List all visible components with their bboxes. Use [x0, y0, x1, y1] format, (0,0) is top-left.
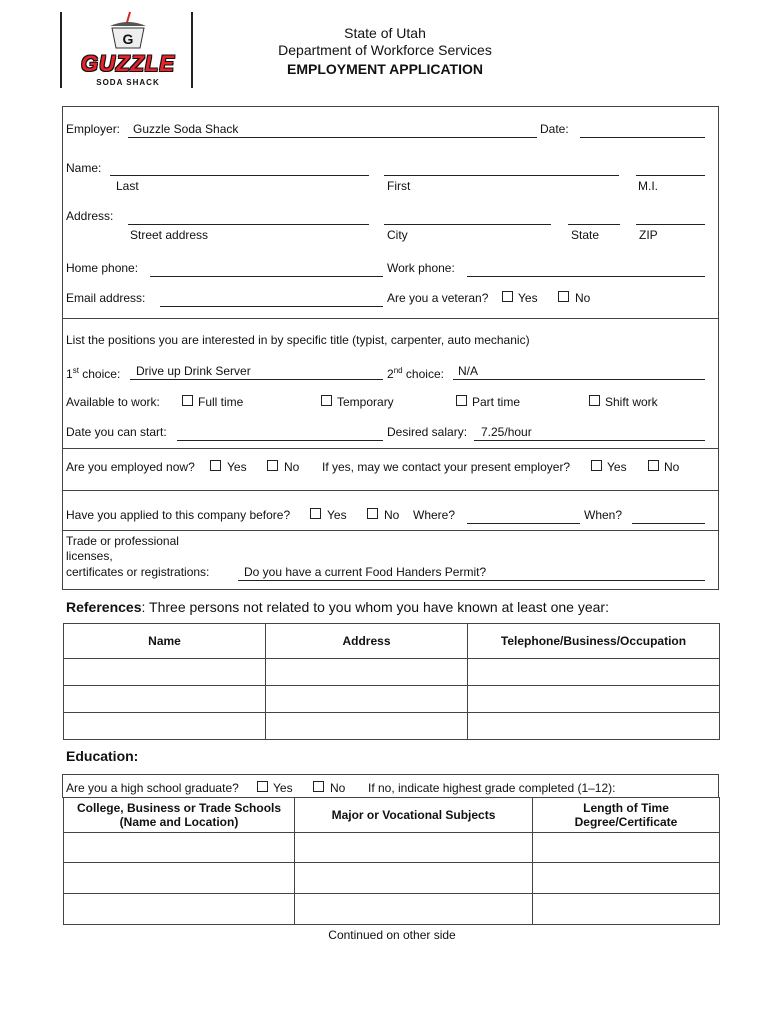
mi-field[interactable]: [636, 175, 705, 176]
logo: [60, 10, 195, 90]
zip-field[interactable]: [636, 224, 705, 225]
available-label: Available to work:: [66, 395, 160, 409]
soda-cup-icon: [100, 10, 156, 50]
edu-cell[interactable]: [295, 833, 533, 863]
ref-cell[interactable]: [468, 659, 720, 686]
state-field[interactable]: [568, 224, 620, 225]
ref-cell[interactable]: [266, 686, 468, 713]
footer-note: Continued on other side: [328, 928, 456, 942]
email-field[interactable]: [160, 306, 383, 307]
logo-brand: GUZZLE: [81, 51, 175, 76]
table-row: [64, 713, 720, 740]
first-choice-label: [66, 364, 120, 381]
table-row: [64, 659, 720, 686]
trade-label-2: licenses,: [66, 549, 113, 563]
hs-graduate-label: Are you a high school graduate?: [66, 781, 239, 795]
where-label: Where?: [413, 508, 456, 522]
ref-cell[interactable]: [64, 659, 266, 686]
full-time-label: Full time: [198, 395, 244, 409]
date-field[interactable]: [580, 137, 705, 138]
edu-cell[interactable]: [295, 863, 533, 894]
shift-work-checkbox[interactable]: [589, 395, 600, 406]
employer-line: [128, 137, 537, 138]
header-department: Department of Workforce Services: [278, 42, 492, 58]
when-label: When?: [584, 508, 623, 522]
edu-header-length-1: Length of Time: [583, 801, 669, 815]
where-field[interactable]: [467, 523, 580, 524]
logo-sub: SODA SHACK: [96, 78, 160, 87]
state-caption: State: [571, 228, 600, 242]
first-name-field[interactable]: [384, 175, 619, 176]
veteran-no-label: No: [575, 291, 591, 305]
applied-no-checkbox[interactable]: [367, 508, 378, 519]
address-label: Address:: [66, 209, 114, 223]
employed-yes-label: Yes: [227, 460, 247, 474]
employed-label: Are you employed now?: [66, 460, 195, 474]
work-phone-field[interactable]: [467, 276, 705, 277]
applied-no-label: No: [384, 508, 400, 522]
edu-header-school: [64, 798, 295, 833]
city-caption: City: [387, 228, 408, 242]
zip-caption: ZIP: [639, 228, 658, 242]
first-choice-text: choice:: [78, 367, 121, 381]
first-choice-field[interactable]: Drive up Drink Server: [136, 364, 251, 378]
first-name-caption: First: [387, 179, 411, 193]
salary-label: Desired salary:: [387, 425, 468, 439]
hs-yes-checkbox[interactable]: [257, 781, 268, 792]
salary-line: [474, 440, 705, 441]
street-caption: Street address: [130, 228, 209, 242]
temporary-checkbox[interactable]: [321, 395, 332, 406]
second-choice-field[interactable]: N/A: [458, 364, 479, 378]
divider: [62, 448, 719, 449]
second-choice-line: [453, 379, 705, 380]
table-row: [64, 863, 720, 894]
hs-no-label: No: [330, 781, 346, 795]
contact-employer-label: If yes, may we contact your present employer?: [322, 460, 571, 474]
first-choice-num: 1: [66, 367, 73, 381]
divider: [62, 318, 719, 319]
edu-cell[interactable]: [533, 863, 720, 894]
trade-label-1: Trade or professional: [66, 534, 179, 548]
employer-label: Employer:: [66, 122, 121, 136]
education-heading: Education:: [66, 748, 139, 764]
name-label: Name:: [66, 161, 102, 175]
references-table: [63, 623, 720, 740]
work-phone-label: Work phone:: [387, 261, 455, 275]
veteran-yes-checkbox[interactable]: [502, 291, 513, 302]
edu-header-school-2: (Name and Location): [119, 815, 239, 829]
page-title: EMPLOYMENT APPLICATION: [287, 61, 483, 77]
divider: [62, 490, 719, 491]
employer-field[interactable]: Guzzle Soda Shack: [133, 122, 239, 136]
contact-yes-label: Yes: [607, 460, 627, 474]
ref-cell[interactable]: [64, 686, 266, 713]
last-name-caption: Last: [116, 179, 139, 193]
trade-line: [238, 580, 705, 581]
svg-text:G: G: [122, 31, 134, 47]
second-choice-sup: nd: [393, 366, 403, 375]
edu-header-length: [533, 798, 720, 833]
references-desc: : Three persons not related to you whom you have known at least one year:: [141, 599, 609, 615]
contact-no-checkbox[interactable]: [648, 460, 659, 471]
table-row: [64, 686, 720, 713]
first-choice-line: [130, 379, 383, 380]
applied-label: Have you applied to this company before?: [66, 508, 291, 522]
employed-yes-checkbox[interactable]: [210, 460, 221, 471]
positions-intro: List the positions you are interested in by specific title (typist, carpenter, auto mechanic): [66, 333, 530, 347]
ref-cell[interactable]: [64, 713, 266, 740]
ref-header-address: Address: [266, 624, 468, 659]
hs-no-checkbox[interactable]: [313, 781, 324, 792]
veteran-no-checkbox[interactable]: [558, 291, 569, 302]
second-choice-text: choice:: [402, 367, 444, 381]
street-field[interactable]: [128, 224, 369, 225]
ref-header-name: Name: [64, 624, 266, 659]
hs-yes-label: Yes: [273, 781, 293, 795]
second-choice-label: [387, 364, 444, 381]
ref-header-telephone: Telephone/Business/Occupation: [468, 624, 720, 659]
edu-cell[interactable]: [64, 833, 295, 863]
mi-caption: M.I.: [638, 179, 658, 193]
shift-work-label: Shift work: [605, 395, 658, 409]
edu-cell[interactable]: [533, 833, 720, 863]
ref-cell[interactable]: [266, 659, 468, 686]
edu-cell[interactable]: [64, 894, 295, 925]
home-phone-label: Home phone:: [66, 261, 139, 275]
veteran-yes-label: Yes: [518, 291, 538, 305]
edu-cell[interactable]: [64, 863, 295, 894]
contact-yes-checkbox[interactable]: [591, 460, 602, 471]
edu-header-school-1: College, Business or Trade Schools: [76, 801, 282, 815]
full-time-checkbox[interactable]: [182, 395, 193, 406]
last-name-field[interactable]: [110, 175, 369, 176]
header-state: State of Utah: [344, 25, 426, 41]
trade-label-3: certificates or registrations:: [66, 565, 210, 579]
table-row: [64, 894, 720, 925]
ref-cell[interactable]: [468, 713, 720, 740]
employed-no-label: No: [284, 460, 300, 474]
when-field[interactable]: [632, 523, 705, 524]
start-date-field[interactable]: [177, 440, 383, 441]
part-time-label: Part time: [472, 395, 521, 409]
first-choice-sup: st: [72, 366, 79, 375]
city-field[interactable]: [384, 224, 551, 225]
salary-field[interactable]: 7.25/hour: [481, 425, 532, 439]
edu-header-major: Major or Vocational Subjects: [295, 798, 533, 833]
divider: [62, 530, 719, 531]
employed-no-checkbox[interactable]: [267, 460, 278, 471]
applied-yes-label: Yes: [327, 508, 347, 522]
edu-cell[interactable]: [533, 894, 720, 925]
ref-cell[interactable]: [468, 686, 720, 713]
part-time-checkbox[interactable]: [456, 395, 467, 406]
veteran-label: Are you a veteran?: [387, 291, 489, 305]
contact-no-label: No: [664, 460, 680, 474]
edu-cell[interactable]: [295, 894, 533, 925]
applied-yes-checkbox[interactable]: [310, 508, 321, 519]
table-row: [64, 833, 720, 863]
home-phone-field[interactable]: [150, 276, 383, 277]
trade-field[interactable]: Do you have a current Food Handers Permit?: [244, 565, 487, 579]
start-date-label: Date you can start:: [66, 425, 167, 439]
email-label: Email address:: [66, 291, 146, 305]
education-table: [63, 797, 720, 925]
second-choice-num: 2: [387, 367, 394, 381]
ref-cell[interactable]: [266, 713, 468, 740]
references-title: References: [66, 599, 142, 615]
edu-header-length-2: Degree/Certificate: [574, 815, 678, 829]
references-heading: [66, 599, 609, 615]
temporary-label: Temporary: [337, 395, 394, 409]
date-label: Date:: [540, 122, 569, 136]
highest-grade-label: If no, indicate highest grade completed (1–12):: [368, 781, 616, 795]
